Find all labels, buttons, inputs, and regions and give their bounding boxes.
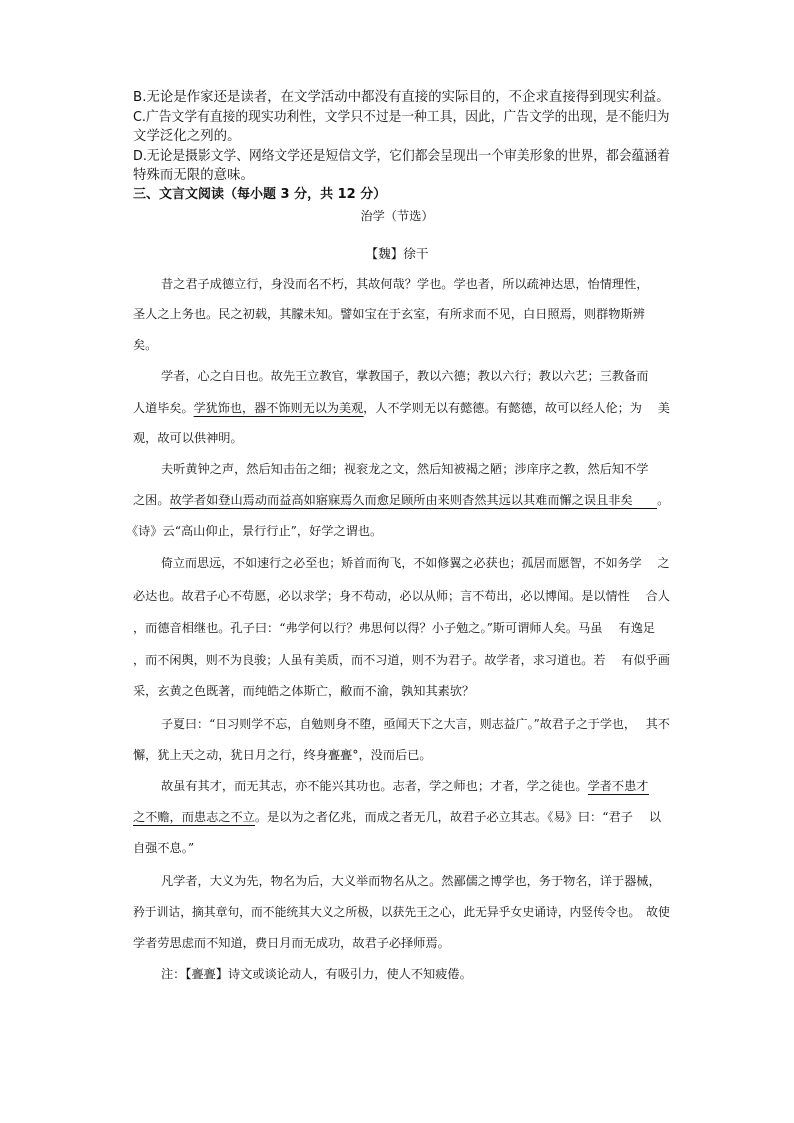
p5-line1: 子夏曰：“日习则学不忘，自勉则身不堕，亟闻天下之大言，则志益广。”故君子之于学也， 其不 [161,717,670,731]
p4-line3: ，而德音相继也。孔子曰：“弗学何以行？弗思何以得？小子勉之。”斯可谓师人矣。马虽 有逸足 [133,621,656,635]
p2-line3: 观，故可以供神明。 [133,431,243,445]
option-c-line2: 文学泛化之列的。 [133,129,241,144]
p2-line2-pre: 人道毕矣。 [133,401,194,415]
p2-line1: 学者，心之白日也。故先王立教官，掌教国子，教以六德；教以六行；教以六艺；三教备而 [161,369,649,383]
underlined-sentence-1: 学犹饰也，器不饰则无以为美观 [193,401,364,415]
p3-line2-post: 。 [657,493,670,507]
p6-line2 [133,811,661,823]
p3-line2 [133,494,669,506]
p7-line2: 矜于训诂，摘其章句，而不能统其大义之所极，以获先王之心，此无异乎女史诵诗，内竖传令也。 故使 [133,905,670,919]
p7-line3: 学者劳思虑而不知道，费日月而无成功，故君子必择师焉。 [133,936,450,950]
p1-line2: 圣人之上务也。民之初载，其朦未知。譬如宝在于玄室，有所求而不见，白日照焉，则群物斯辨 [133,307,645,321]
p4-line1: 倚立而思远，不如速行之必至也；矫首而徇飞，不如修翼之必获也；孤居而愿智，不如务学 之 [161,556,670,570]
p5-line2: 懈，犹上天之动，犹日月之行，终身亹亹°，没而后已。 [133,748,432,762]
p4-line5: 采，玄黄之色既著，而纯皓之体斯亡，敝而不渝，孰知其素欤？ [133,684,475,698]
p6-line3: 自强不息。” [133,841,195,855]
p4-line4: ，而不闲舆，则不为良骏；人虽有美质，而不习道，则不为君子。故学者，求习道也。若 有似乎画 [133,653,670,667]
p3-line2-pre: 之困。 [133,493,170,507]
p6-line2-post: 。是以为之者亿兆，而成之者无几，故君子必立其志。《易》曰：“君子 以 [254,810,662,824]
underlined-sentence-3b: 之不赡，而患志之不立 [133,810,255,824]
option-d-line1: D.无论是摄影文学、网络文学还是短信文学，它们都会呈现出一个审美形象的世界，都会蕴涵着 [133,149,670,164]
p2-line2-post: ，人不学则无以有懿德。有懿德，故可以经人伦；为 美 [363,401,670,415]
p2-line2 [133,402,670,414]
p4-line2: 必达也。故君子心不苟愿，必以求学；身不苟动，必以从师；言不苟出，必以博闻。是以情性 合人 [133,589,670,603]
p6-line1-pre: 故虽有其才，而无其志，亦不能兴其功也。志者，学之师也；才者，学之徒也。 [161,779,588,793]
option-c-line1: C.广告文学有直接的现实功利性，文学只不过是一种工具，因此，广告文学的出现，是不能归为 [133,110,670,125]
footnote: 注：【亹亹】诗文或谈论动人，有吸引力，使人不知疲倦。 [161,967,472,981]
p1-line3: 矣。 [133,338,158,352]
passage-title: 治学（节选） [360,209,434,223]
underlined-sentence-2: 故学者如登山焉动而益高如寤寐焉久而愈足顾所由来则杳然其远以其难而懈之误且非矣 [169,493,658,507]
p3-line1: 夫听黄钟之声，然后知击缶之细；视衮龙之文，然后知被褐之陋；涉庠序之教，然后知不学 [161,462,649,476]
option-d-line2: 特殊而无限的意味。 [133,168,254,183]
p1-line1: 昔之君子成德立行，身没而名不朽，其故何哉？学也。学也者，所以疏神达思，怡情理性， [161,277,649,291]
option-b: B.无论是作家还是读者，在文学活动中都没有直接的实际目的，不企求直接得到现实利益。 [133,90,670,105]
p6-line1 [161,780,649,792]
p3-line3: 《诗》云“高山仰止，景行行止”，好学之谓也。 [126,524,383,538]
section-heading: 三、文言文阅读（每小题 3 分，共 12 分） [133,187,387,202]
underlined-sentence-3a: 学者不患才 [587,779,649,793]
p7-line1: 凡学者，大义为先，物名为后，大义举而物名从之。然鄙儒之博学也，务于物名，详于器械， [161,874,661,888]
passage-author: 【魏】徐干 [365,246,429,261]
